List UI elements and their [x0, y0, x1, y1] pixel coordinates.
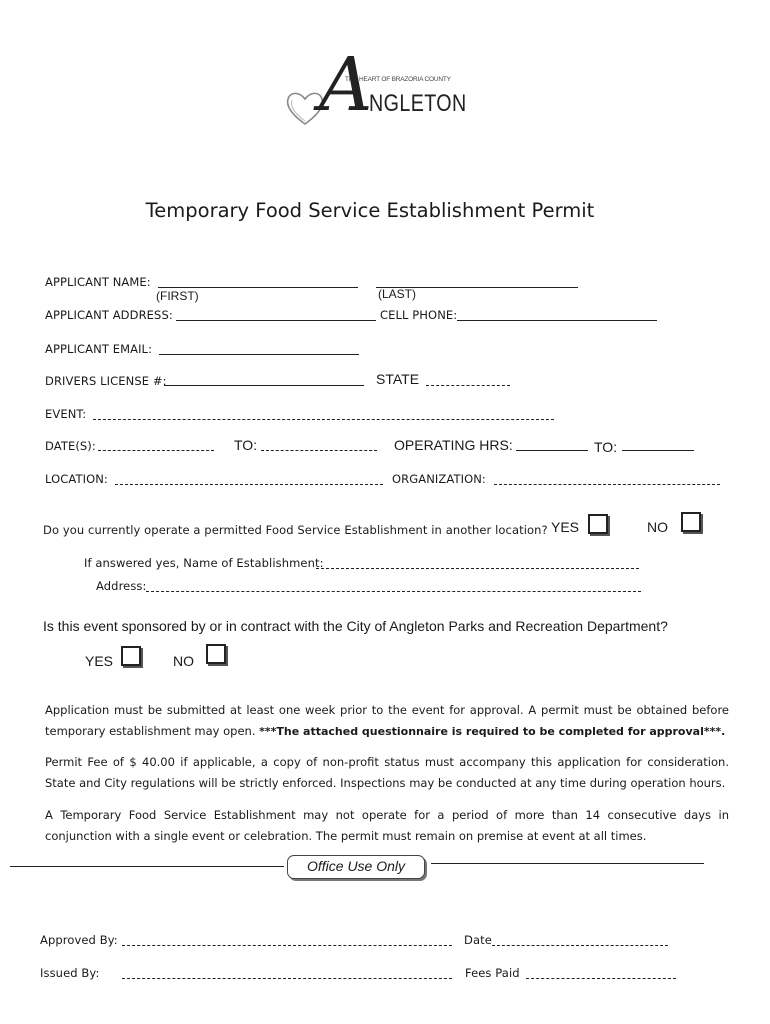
approved-by-field[interactable] — [122, 945, 452, 946]
question1-text: Do you currently operate a permitted Food Service Establishment in another location? — [43, 523, 548, 537]
location-label: LOCATION: — [45, 472, 108, 486]
duration-paragraph: A Temporary Food Service Establishment may not operate for a period of more than 14 consecutive days in conjunction with a single event or celebration. The permit must remain on premise at event at all times. — [45, 808, 729, 843]
operating-hrs-from-field[interactable] — [516, 450, 588, 451]
applicant-email-field[interactable] — [159, 354, 359, 355]
applicant-address-field[interactable] — [176, 320, 376, 321]
approved-by-label: Approved By: — [40, 933, 118, 947]
logo-tagline: THE HEART OF BRAZORIA COUNTY — [345, 76, 451, 83]
establishment-address-label: Address: — [96, 579, 147, 593]
office-use-label: Office Use Only — [306, 858, 406, 874]
question2-yes-label: YES — [85, 653, 114, 669]
operating-hrs-to-label: TO: — [594, 439, 618, 455]
applicant-name-label: APPLICANT NAME: — [45, 275, 151, 289]
question1-no-checkbox[interactable] — [681, 512, 701, 532]
first-name-sublabel: (FIRST) — [156, 289, 199, 303]
issued-by-field[interactable] — [122, 978, 452, 979]
question1-yes-checkbox[interactable] — [588, 514, 608, 534]
page-title: Temporary Food Service Establishment Permit — [145, 199, 595, 222]
question1-yes-label: YES — [551, 519, 580, 535]
establishment-name-field[interactable] — [316, 568, 639, 569]
fees-paid-field[interactable] — [526, 978, 676, 979]
organization-label: ORGANIZATION: — [392, 472, 486, 486]
angleton-logo — [283, 42, 467, 130]
applicant-email-label: APPLICANT EMAIL: — [45, 342, 153, 356]
location-field[interactable] — [115, 484, 383, 485]
state-field[interactable] — [426, 385, 510, 386]
operating-hrs-to-field[interactable] — [622, 450, 694, 451]
issued-by-label: Issued By: — [40, 966, 100, 980]
submission-text: Application must be submitted at least one week prior to the event for approval. A permit must be obtained before temporary establishment may open. — [45, 703, 729, 738]
date-label: Date — [464, 933, 492, 947]
question2-yes-checkbox[interactable] — [121, 646, 141, 666]
first-name-field[interactable] — [158, 287, 358, 288]
cell-phone-label: CELL PHONE: — [380, 308, 458, 322]
logo-letter-a: A — [319, 42, 373, 128]
drivers-license-field[interactable] — [164, 385, 364, 386]
question2-no-checkbox[interactable] — [206, 644, 226, 664]
date-to-label: TO: — [234, 437, 258, 453]
question2-text: Is this event sponsored by or in contract with the City of Angleton Parks and Recreation Department? — [43, 618, 668, 634]
establishment-name-label: If answered yes, Name of Establishment: — [84, 556, 324, 570]
question1-no-label: NO — [647, 519, 668, 535]
questionnaire-notice: ***The attached questionnaire is required to be completed for approval***. — [259, 725, 726, 738]
applicant-address-label: APPLICANT ADDRESS: — [45, 308, 173, 322]
event-field[interactable] — [93, 419, 554, 420]
date-to-field[interactable] — [261, 450, 377, 451]
cell-phone-field[interactable] — [457, 320, 657, 321]
submission-paragraph — [45, 700, 729, 742]
dates-label: DATE(S): — [45, 439, 96, 453]
date-field[interactable] — [492, 945, 668, 946]
date-from-field[interactable] — [98, 450, 214, 451]
logo-wordmark: NGLETON — [369, 90, 467, 117]
drivers-license-label: DRIVERS LICENSE #: — [45, 374, 167, 388]
office-divider-left — [10, 866, 284, 867]
event-label: EVENT: — [45, 407, 87, 421]
organization-field[interactable] — [494, 484, 720, 485]
question2-no-label: NO — [173, 653, 194, 669]
establishment-address-field[interactable] — [146, 591, 641, 592]
permit-fee-paragraph: Permit Fee of $ 40.00 if applicable, a copy of non-profit status must accompany this application for consideration. State and City regulations will be strictly enforced. Inspections may be conducted at any time during operation hours. — [45, 755, 729, 790]
fees-paid-label: Fees Paid — [465, 966, 520, 980]
last-name-sublabel: (LAST) — [378, 287, 417, 301]
operating-hrs-label: OPERATING HRS: — [394, 437, 513, 453]
state-label: STATE — [376, 371, 420, 387]
office-divider-right — [431, 863, 704, 864]
